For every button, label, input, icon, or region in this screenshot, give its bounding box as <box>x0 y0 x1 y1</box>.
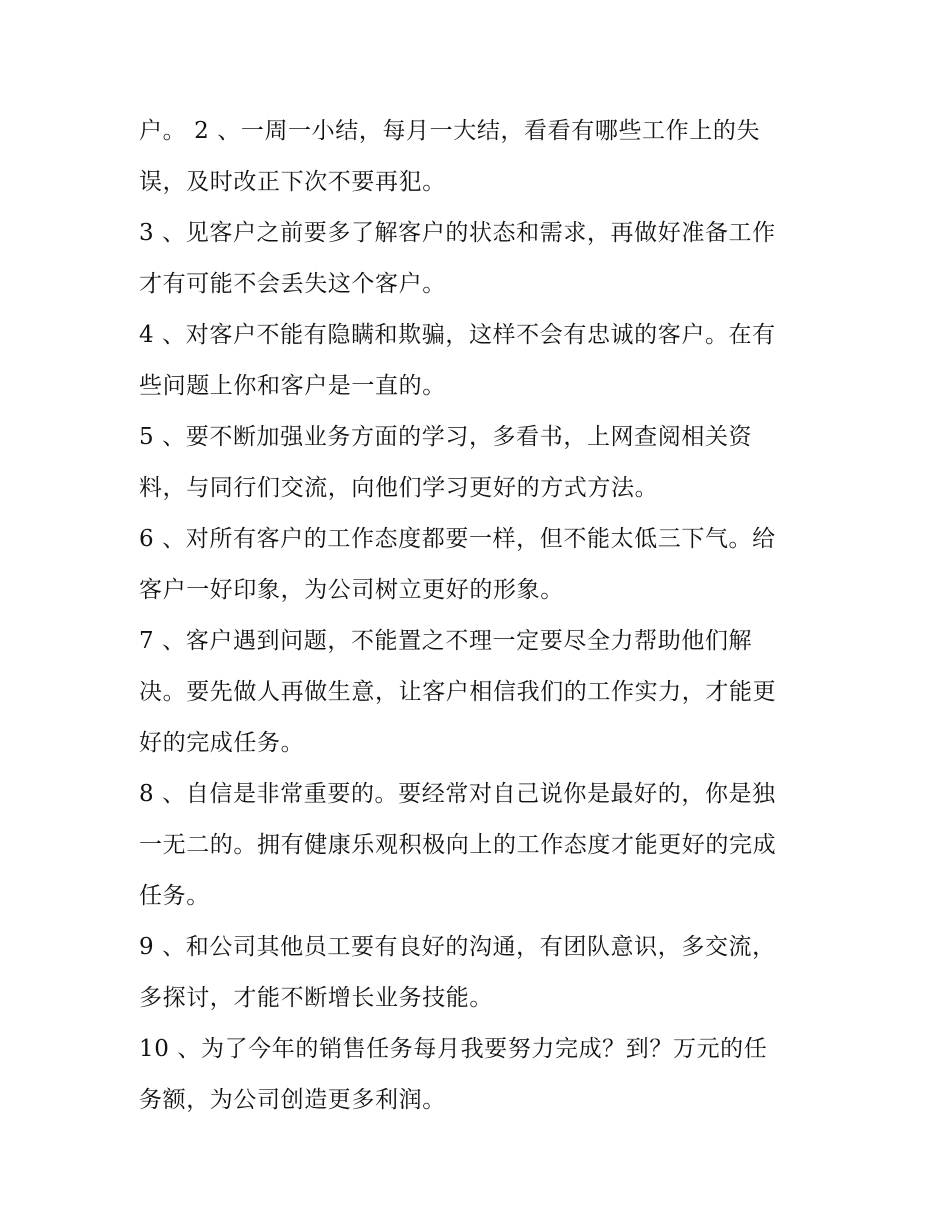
text-line: 料，与同行们交流，向他们学习更好的方式方法。 <box>139 475 659 501</box>
text-line: 务额，为公司创造更多利润。 <box>139 1087 446 1113</box>
text-line: 决。要先做人再做生意，让客户相信我们的工作实力，才能更 <box>139 679 777 705</box>
text-line: 5 、要不断加强业务方面的学习，多看书，上网查阅相关资 <box>139 424 753 450</box>
text-line: 好的完成任务。 <box>139 730 305 756</box>
text-line: 3 、见客户之前要多了解客户的状态和需求，再做好准备工作 <box>139 220 776 246</box>
text-line: 7 、客户遇到问题，不能置之不理一定要尽全力帮助他们解 <box>139 628 753 654</box>
text-line: 一无二的。拥有健康乐观积极向上的工作态度才能更好的完成 <box>139 832 777 858</box>
document-body <box>139 106 819 1126</box>
text-line: 客户一好印象，为公司树立更好的形象。 <box>139 577 564 603</box>
text-line: 误，及时改正下次不要再犯。 <box>139 169 446 195</box>
text-line: 4 、对客户不能有隐瞒和欺骗，这样不会有忠诚的客户。在有 <box>139 322 776 348</box>
text-line: 户。 2 、一周一小结，每月一大结，看看有哪些工作上的失 <box>139 118 761 144</box>
text-line: 多探讨，才能不断增长业务技能。 <box>139 985 493 1011</box>
text-line: 9 、和公司其他员工要有良好的沟通，有团队意识，多交流， <box>139 934 776 960</box>
text-line: 10 、为了今年的销售任务每月我要努力完成？到？万元的任 <box>139 1036 768 1062</box>
text-line: 任务。 <box>139 883 210 909</box>
text-line: 8 、自信是非常重要的。要经常对自己说你是最好的，你是独 <box>139 781 776 807</box>
text-line: 些问题上你和客户是一直的。 <box>139 373 446 399</box>
text-line: 才有可能不会丢失这个客户。 <box>139 271 446 297</box>
text-line: 6 、对所有客户的工作态度都要一样，但不能太低三下气。给 <box>139 526 776 552</box>
